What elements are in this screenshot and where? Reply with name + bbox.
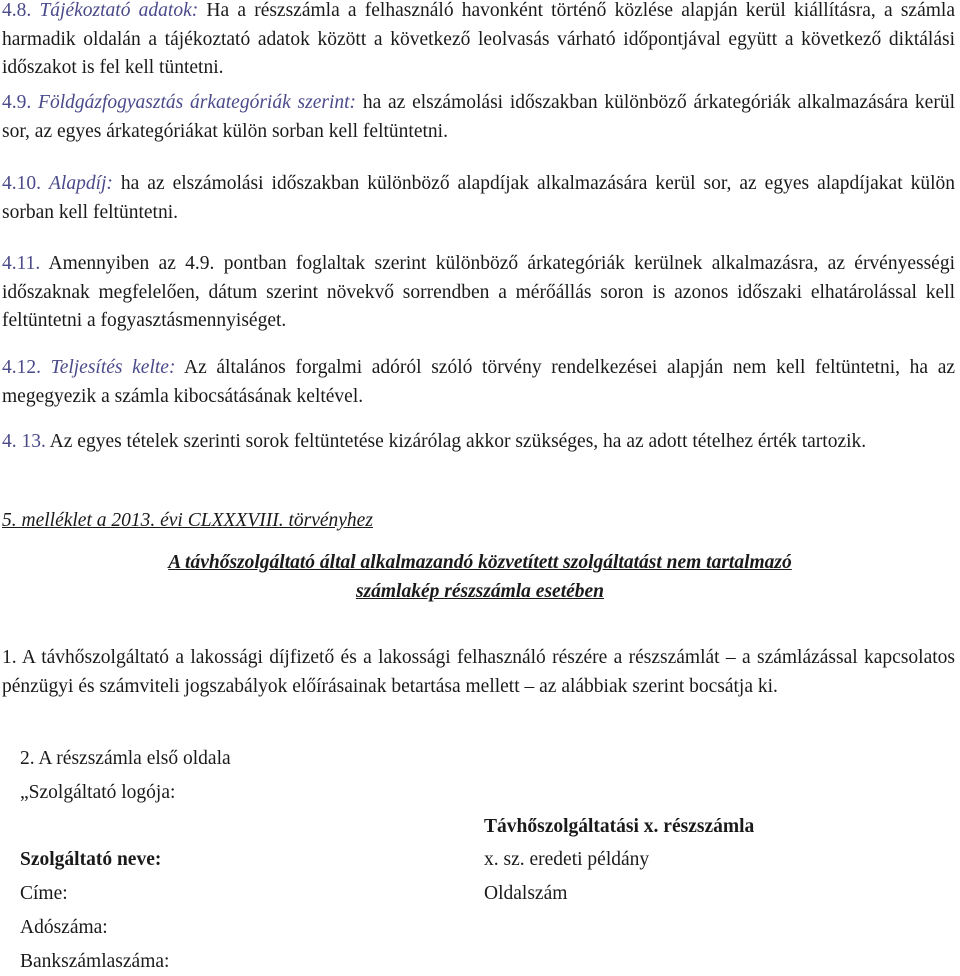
paragraph-number: 4. 13. [2,431,46,452]
paragraph-4-10 [2,170,955,227]
paragraph-1: 1. A távhőszolgáltató a lakossági díjfizető és a lakossági felhasználó részére a részszámlát – a számlázással kapcsolatos pénzügyi és számviteli jogszabályok előírásainak betartása mellett – az alábbiak szerint bocsátja ki. [2,647,955,697]
paragraph-label: Teljesítés kelte: [50,357,176,378]
paragraph-2: 2. A részszámla első oldala [20,748,231,769]
address-label: Címe: [20,883,68,904]
paragraph-text: Az egyes tételek szerinti sorok feltüntetése kizárólag akkor szükséges, ha az adott tételhez érték tartozik. [45,431,867,452]
paragraph-text: Ha a részszámla a felhasználó havonként történő közlése alapján kerül kiállításra, a számla harmadik oldalán a tájékoztató adatok között a következő leolvasás várható időpontjával együtt a következő diktálási időszakot is fel kell tüntetni. [2,0,955,78]
paragraph-number: 4.8. [2,0,32,21]
paragraph-label: Alapdíj: [49,173,113,194]
paragraph-4-9 [2,89,955,146]
paragraph-number: 4.10. [2,173,41,194]
paragraph-label: Földgázfogyasztás árkategóriák szerint: [38,92,357,113]
paragraph-text: Amennyiben az 4.9. pontban foglaltak szerint különböző árkategóriák kerülnek alkalmazásra, az érvényességi időszaknak megfelelően, dátum szerint növekvő sorrendben a mérőállás soron is azonos időszaki elhatárolással kell feltüntetni a fogyasztásmennyiséget. [2,253,955,331]
paragraph-4-13 [2,428,955,457]
paragraph-number: 4.11. [2,253,41,274]
logo-label: „Szolgáltató logója: [20,782,176,803]
bank-account-label: Bankszámlaszáma: [20,951,170,972]
paragraph-number: 4.9. [2,92,32,113]
paragraph-4-12 [2,354,955,411]
copy-label: x. sz. eredeti példány [484,849,650,870]
page-number-label: Oldalszám [484,883,568,904]
paragraph-label: Tájékoztató adatok: [39,0,199,21]
paragraph-number: 4.12. [2,357,41,378]
paragraph-4-8 [2,0,955,83]
annex-title-line-1: A távhőszolgáltató által alkalmazandó közvetített szolgáltatást nem tartalmazó [168,552,792,573]
paragraph-text: ha az elszámolási időszakban különböző alapdíjak alkalmazására kerül sor, az egyes alapdíjakat külön sorban kell feltüntetni. [2,173,956,223]
paragraph-4-11 [2,250,955,336]
annex-title-line-2: számlakép részszámla esetében [355,581,605,602]
paragraph-text: ha az elszámolási időszakban különböző árkategóriák alkalmazására kerül sor, az egyes árkategóriákat külön sorban kell feltüntetni. [2,92,955,142]
annex-reference-link[interactable]: 5. melléklet a 2013. évi CLXXXVIII. törvényhez [2,510,373,531]
invoice-heading: Távhőszolgáltatási x. részszámla [484,816,755,837]
provider-name-label: Szolgáltató neve: [20,849,162,870]
paragraph-text: Az általános forgalmi adóról szóló törvény rendelkezései alapján nem kell feltüntetni, ha az megegyezik a számla kibocsátásának keltével. [2,357,956,407]
tax-number-label: Adószáma: [20,917,108,938]
